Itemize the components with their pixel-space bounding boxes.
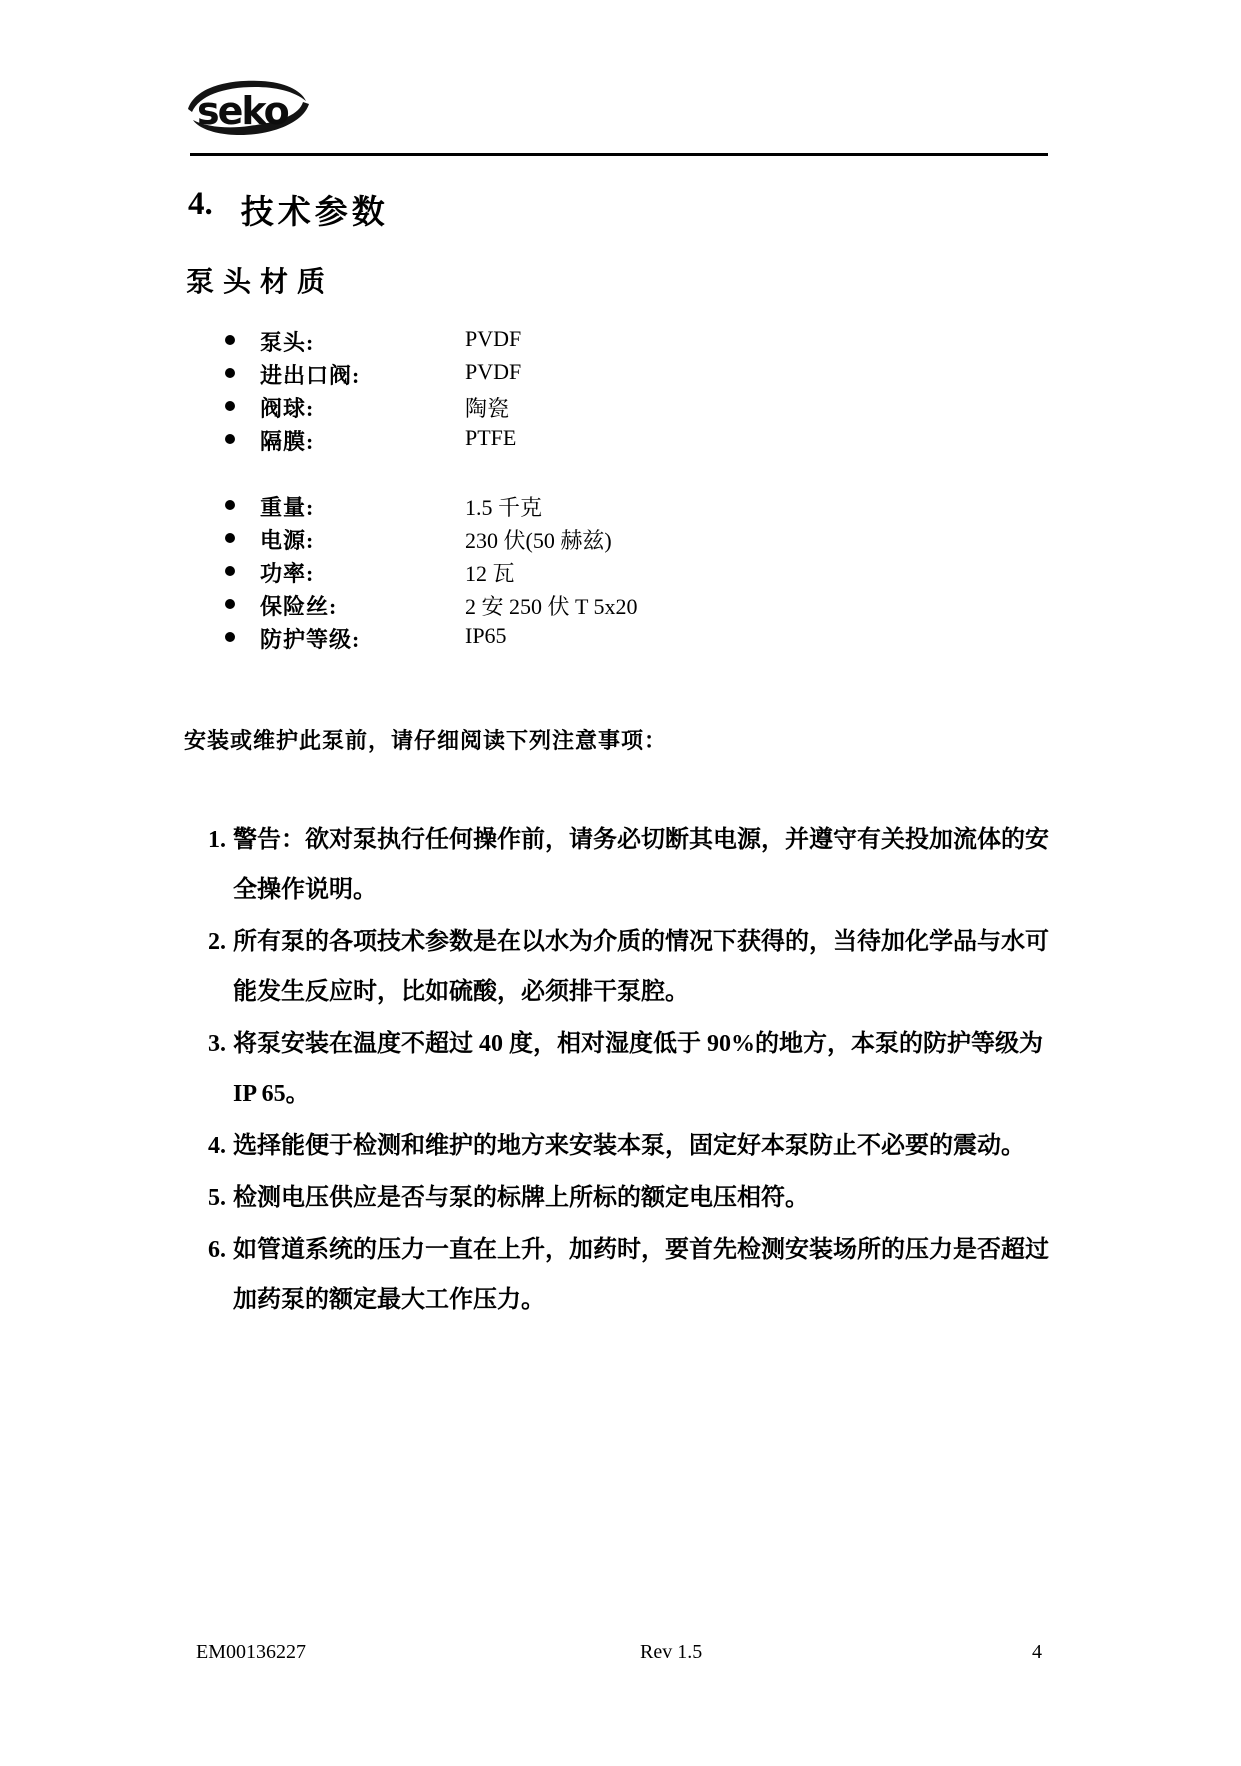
notice-item: [208, 1019, 1050, 1119]
notice-number: 1.: [208, 827, 226, 853]
spec-label: 保险丝:: [260, 594, 338, 619]
spec-value: 230 伏(50 赫兹): [465, 528, 612, 553]
spec-value: PVDF: [465, 359, 522, 384]
spec-value: IP65: [465, 623, 507, 648]
document-id: EM00136227: [196, 1641, 306, 1663]
seko-logo: [184, 78, 314, 138]
section-title: 技术参数: [240, 195, 389, 231]
spec-row: [225, 590, 638, 623]
notice-number: 5.: [208, 1185, 226, 1211]
spec-value: PTFE: [465, 425, 517, 450]
revision-label: Rev 1.5: [640, 1641, 703, 1663]
notice-number: 2.: [208, 929, 226, 955]
spec-row: [225, 491, 638, 524]
spec-label: 隔膜:: [260, 429, 315, 454]
spec-row: [225, 524, 638, 557]
spec-label: 防护等级:: [260, 627, 361, 652]
bullet-icon: [225, 533, 235, 543]
spec-label: 重量:: [260, 495, 315, 520]
notice-number: 6.: [208, 1237, 226, 1263]
header-divider: [190, 153, 1048, 156]
section-heading: [188, 186, 389, 233]
seko-logo-graphic: [184, 78, 314, 138]
material-row: [225, 425, 521, 458]
notice-text: 如管道系统的压力一直在上升，加药时，要首先检测安装场所的压力是否超过加药泵的额定最大工作压力。: [233, 1237, 1049, 1313]
notice-text: 警告：欲对泵执行任何操作前，请务必切断其电源，并遵守有关投加流体的安全操作说明。: [233, 827, 1049, 903]
notice-item: [208, 917, 1050, 1017]
electrical-specs-list: [225, 491, 638, 656]
bullet-icon: [225, 566, 235, 576]
notice-item: [208, 1121, 1050, 1171]
material-row: [225, 359, 521, 392]
notice-item: [208, 1225, 1050, 1325]
bullet-icon: [225, 632, 235, 642]
notice-text: 检测电压供应是否与泵的标牌上所标的额定电压相符。: [233, 1185, 809, 1211]
notice-item: [208, 1173, 1050, 1223]
spec-label: 阀球:: [260, 396, 315, 421]
page-number: 4: [1032, 1641, 1042, 1663]
spec-value: 陶瓷: [465, 396, 510, 421]
spec-label: 进出口阀:: [260, 363, 361, 388]
spec-label: 泵头:: [260, 330, 315, 355]
section-number: 4.: [188, 186, 213, 222]
spec-row: [225, 623, 638, 656]
material-row: [225, 392, 521, 425]
notice-number: 3.: [208, 1031, 226, 1057]
bullet-icon: [225, 368, 235, 378]
notices-list: [208, 815, 1050, 1327]
bullet-icon: [225, 500, 235, 510]
pump-head-material-heading: 泵头材质: [186, 267, 335, 298]
spec-label: 电源:: [260, 528, 315, 553]
material-row: [225, 326, 521, 359]
bullet-icon: [225, 434, 235, 444]
bullet-icon: [225, 401, 235, 411]
spec-value: 12 瓦: [465, 561, 515, 586]
spec-label: 功率:: [260, 561, 315, 586]
bullet-icon: [225, 335, 235, 345]
spec-row: [225, 557, 638, 590]
notice-item: [208, 815, 1050, 915]
materials-list: [225, 326, 521, 458]
notice-heading: 安装或维护此泵前，请仔细阅读下列注意事项：: [184, 728, 668, 753]
notice-text: 将泵安装在温度不超过 40 度，相对湿度低于 90%的地方，本泵的防护等级为 IP 65。: [233, 1031, 1043, 1107]
spec-value: 1.5 千克: [465, 495, 543, 520]
notice-text: 选择能便于检测和维护的地方来安装本泵，固定好本泵防止不必要的震动。: [233, 1133, 1025, 1159]
logo-text: seko: [197, 89, 288, 133]
notice-text: 所有泵的各项技术参数是在以水为介质的情况下获得的，当待加化学品与水可能发生反应时，比如硫酸，必须排干泵腔。: [233, 929, 1049, 1005]
spec-value: 2 安 250 伏 T 5x20: [465, 594, 638, 619]
bullet-icon: [225, 599, 235, 609]
spec-value: PVDF: [465, 326, 522, 351]
notice-number: 4.: [208, 1133, 226, 1159]
page-footer: [0, 1641, 1241, 1667]
